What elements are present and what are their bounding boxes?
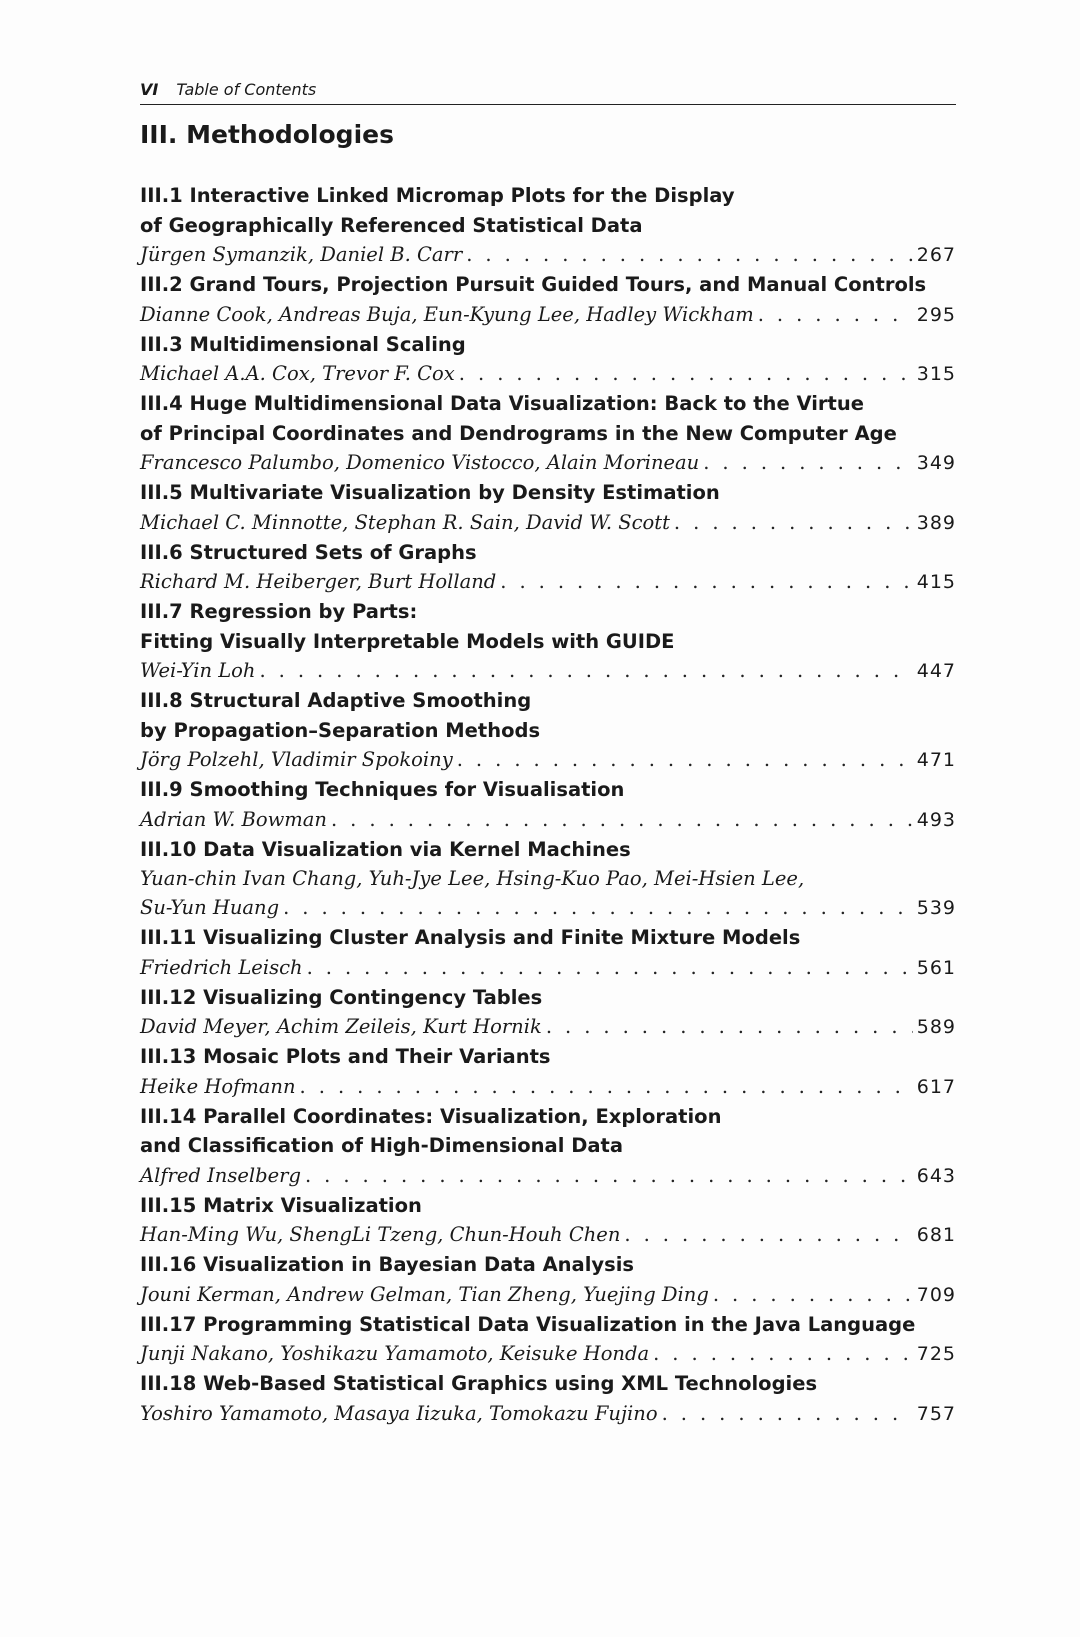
chapter-page-number: 267 (916, 244, 956, 266)
toc-entry (140, 1250, 956, 1310)
chapter-authors: Adrian W. Bowman (140, 807, 327, 831)
dot-leader (457, 745, 913, 774)
author-page-line (140, 1072, 956, 1102)
chapter-title: III.18 Web-Based Statistical Graphics using XML Technologies (140, 1372, 818, 1395)
dot-leader (283, 893, 913, 922)
chapter-page-number: 315 (916, 363, 956, 385)
chapter-page-number: 471 (916, 749, 956, 771)
toc-entry (140, 1369, 956, 1429)
dot-leader (674, 508, 913, 537)
chapter-title: III.15 Matrix Visualization (140, 1193, 422, 1217)
chapter-authors: Jürgen Symanzik, Daniel B. Carr (140, 243, 463, 266)
chapter-title: III.12 Visualizing Contingency Tables (140, 985, 543, 1009)
author-page-line (140, 448, 956, 478)
chapter-title: III.8 Structural Adaptive Smoothing (140, 689, 532, 712)
running-header (140, 80, 956, 105)
author-page-line (140, 508, 956, 538)
chapter-title: III.3 Multidimensional Scaling (140, 332, 466, 356)
chapter-page-number: 447 (916, 660, 956, 682)
author-page-line (140, 1339, 956, 1369)
toc-entry (140, 181, 956, 270)
chapter-title: III.7 Regression by Parts: (140, 600, 418, 623)
toc-entry (140, 1102, 956, 1191)
chapter-page-number: 415 (916, 571, 956, 593)
dot-leader (653, 1339, 913, 1368)
chapter-title: by Propagation–Separation Methods (140, 718, 541, 742)
chapter-authors: Friedrich Leisch (140, 955, 303, 979)
chapter-page-number: 617 (916, 1075, 956, 1098)
toc-entry (140, 835, 956, 924)
dot-leader (300, 1072, 913, 1101)
toc-entry (140, 1042, 956, 1102)
chapter-authors: Yuan-chin Ivan Chang, Yuh-Jye Lee, Hsing-Kuo Pao, Mei-Hsien Lee, (140, 867, 805, 890)
dot-leader (459, 359, 913, 388)
part-title: III. Methodologies (140, 120, 394, 149)
chapter-title: III.14 Parallel Coordinates: Visualization, Exploration (140, 1104, 722, 1128)
toc-entry (140, 330, 956, 390)
chapter-authors: Jörg Polzehl, Vladimir Spokoiny (140, 748, 453, 771)
author-page-line (140, 359, 956, 389)
toc-entry (140, 597, 956, 686)
chapter-page-number: 539 (916, 897, 956, 919)
toc-entry (140, 538, 956, 598)
toc-entry (140, 686, 956, 775)
author-page-line (140, 656, 956, 686)
chapter-title: III.5 Multivariate Visualization by Density Estimation (140, 481, 720, 504)
author-page-line (140, 745, 956, 775)
dot-leader (331, 805, 913, 834)
chapter-authors: Yoshiro Yamamoto, Masaya Iizuka, Tomokazu Fujino (140, 1401, 658, 1425)
chapter-title: III.16 Visualization in Bayesian Data Analysis (140, 1253, 635, 1276)
toc-entry (140, 1310, 956, 1370)
chapter-title: of Principal Coordinates and Dendrograms in the New Computer Age (140, 421, 897, 445)
toc-entry (140, 270, 956, 330)
chapter-title: III.4 Huge Multidimensional Data Visualization: Back to the Virtue (140, 392, 864, 415)
chapter-authors: Han-Ming Wu, ShengLi Tzeng, Chun-Houh Chen (140, 1223, 621, 1246)
chapter-authors: Dianne Cook, Andreas Buja, Eun-Kyung Lee, Hadley Wickham (140, 302, 754, 326)
chapter-page-number: 561 (916, 956, 956, 979)
toc-entry (140, 389, 956, 478)
chapter-page-number: 709 (916, 1283, 956, 1306)
author-page-line (140, 300, 956, 330)
chapter-authors: Richard M. Heiberger, Burt Holland (140, 570, 497, 593)
chapter-authors: Michael A.A. Cox, Trevor F. Cox (140, 362, 455, 385)
dot-leader (546, 1012, 913, 1041)
chapter-title: Fitting Visually Interpretable Models with GUIDE (140, 629, 675, 653)
chapter-title: III.10 Data Visualization via Kernel Machines (140, 837, 631, 861)
chapter-authors: Alfred Inselberg (140, 1163, 301, 1187)
dot-leader (307, 953, 913, 982)
dot-leader (703, 448, 913, 477)
chapter-title: III.2 Grand Tours, Projection Pursuit Guided Tours, and Manual Controls (140, 273, 927, 296)
chapter-authors: Michael C. Minnotte, Stephan R. Sain, David W. Scott (140, 510, 670, 534)
dot-leader (466, 240, 913, 269)
chapter-page-number: 757 (916, 1402, 956, 1425)
author-page-line (140, 893, 956, 923)
chapter-page-number: 349 (916, 452, 956, 474)
chapter-page-number: 295 (916, 303, 956, 326)
chapter-title: III.13 Mosaic Plots and Their Variants (140, 1045, 551, 1068)
author-page-line (140, 240, 956, 270)
chapter-page-number: 643 (916, 1164, 956, 1187)
chapter-title: III.17 Programming Statistical Data Visualization in the Java Language (140, 1312, 916, 1336)
chapter-authors: David Meyer, Achim Zeileis, Kurt Hornik (140, 1015, 542, 1038)
chapter-page-number: 681 (916, 1224, 956, 1246)
toc-entry (140, 1191, 956, 1251)
author-page-line (140, 1399, 956, 1429)
dot-leader (259, 656, 912, 685)
chapter-authors: Francesco Palumbo, Domenico Vistocco, Alain Morineau (140, 451, 700, 474)
dot-leader (662, 1399, 913, 1428)
author-page-line (140, 805, 956, 835)
chapter-page-number: 493 (916, 808, 956, 831)
author-page-line (140, 1012, 956, 1042)
chapter-authors: Junji Nakano, Yoshikazu Yamamoto, Keisuke Honda (140, 1342, 650, 1365)
chapter-title: III.1 Interactive Linked Micromap Plots for the Display (140, 184, 735, 207)
dot-leader (713, 1280, 913, 1309)
dot-leader (305, 1161, 913, 1190)
author-page-line (140, 1280, 956, 1310)
author-page-line (140, 567, 956, 597)
toc-entry (140, 775, 956, 835)
header-running-title: Table of Contents (176, 80, 317, 99)
toc-entry (140, 478, 956, 538)
header-page-number: VI (140, 80, 159, 99)
dot-leader (500, 567, 912, 596)
toc-entry (140, 983, 956, 1043)
chapter-authors: Heike Hofmann (140, 1074, 296, 1098)
chapter-authors: Jouni Kerman, Andrew Gelman, Tian Zheng, Yuejing Ding (140, 1282, 709, 1306)
chapter-title: III.9 Smoothing Techniques for Visualisation (140, 778, 625, 801)
chapter-page-number: 725 (916, 1343, 956, 1365)
toc-entry (140, 923, 956, 983)
chapter-title: of Geographically Referenced Statistical Data (140, 213, 643, 237)
chapter-title: III.6 Structured Sets of Graphs (140, 540, 477, 564)
chapter-title: and Classification of High-Dimensional Data (140, 1134, 624, 1157)
chapter-page-number: 589 (916, 1016, 956, 1038)
author-page-line (140, 1220, 956, 1250)
table-of-contents (140, 181, 956, 1429)
chapter-authors: Wei-Yin Loh (140, 659, 256, 682)
author-page-line (140, 953, 956, 983)
author-page-line (140, 1161, 956, 1191)
dot-leader (624, 1220, 912, 1249)
chapter-page-number: 389 (916, 511, 956, 534)
dot-leader (758, 300, 913, 329)
chapter-authors: Su-Yun Huang (140, 896, 280, 919)
chapter-title: III.11 Visualizing Cluster Analysis and Finite Mixture Models (140, 926, 801, 949)
